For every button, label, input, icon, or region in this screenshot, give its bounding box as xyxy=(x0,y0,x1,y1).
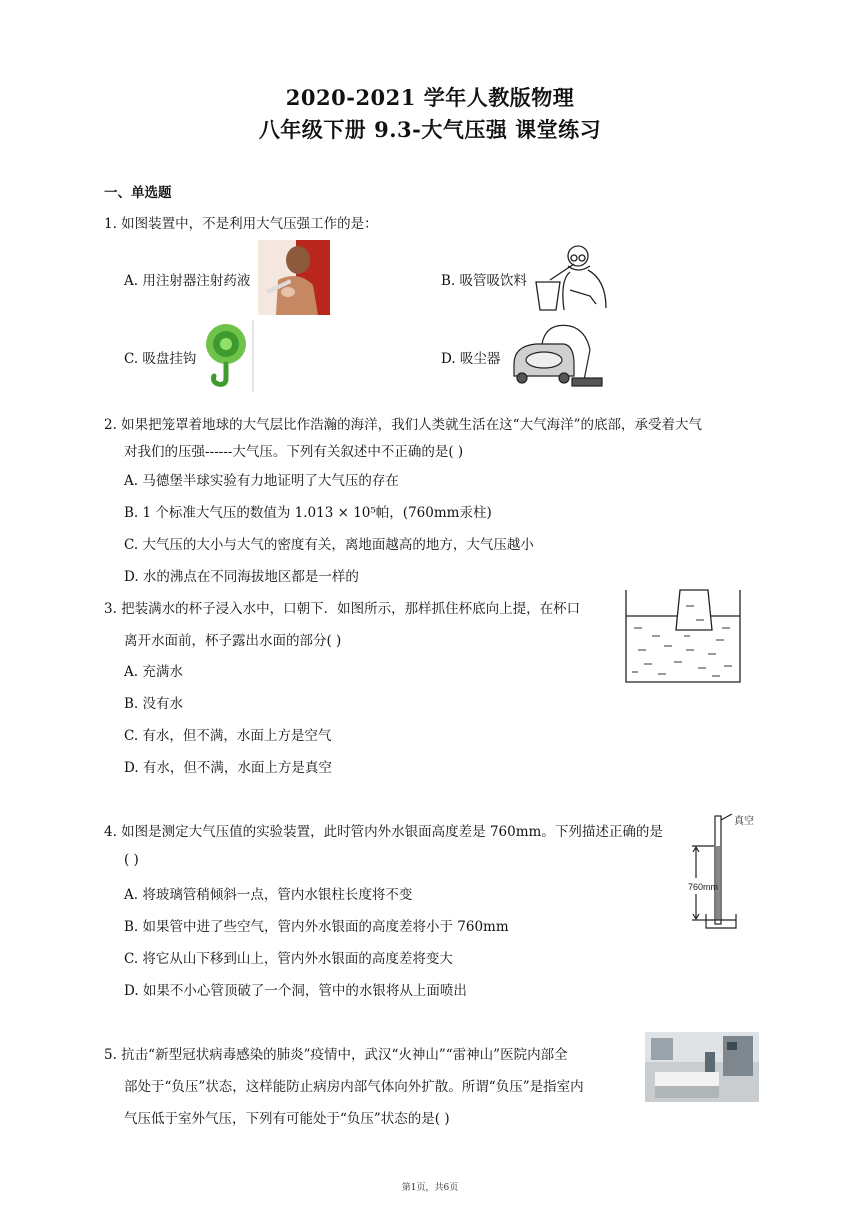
page-title-line1: 2020-2021 学年人教版物理 xyxy=(285,85,575,110)
q2-option-c: C. 大气压的大小与大气的密度有关，离地面越高的地方，大气压越小 xyxy=(124,537,534,553)
q2-option-d: D. 水的沸点在不同海拔地区都是一样的 xyxy=(124,569,359,585)
injection-photo xyxy=(258,240,330,315)
q5-stem-line2: 部处于“负压”状态，这样能防止病房内部气体向外扩散。所谓“负压”是指室内 xyxy=(124,1079,584,1095)
q1-option-c: C. 吸盘挂钩 xyxy=(124,351,197,367)
q3-stem-line2: 离开水面前，杯子露出水面的部分( ) xyxy=(124,633,342,649)
q5-stem-line1: 5. 抗击“新型冠状病毒感染的肺炎”疫情中，武汉“火神山”“雷神山”医院内部全 xyxy=(104,1047,568,1063)
q4-option-b: B. 如果管中进了些空气，管内外水银面的高度差将小于 760mm xyxy=(124,919,509,935)
q2-stem-line2: 对我们的压强------大气压。下列有关叙述中不正确的是( ) xyxy=(124,444,464,460)
q2-stem-line1: 2. 如果把笼罩着地球的大气层比作浩瀚的海洋，我们人类就生活在这“大气海洋”的底部，承受着大气 xyxy=(104,417,702,433)
torricelli-tube-diagram xyxy=(684,810,764,934)
hospital-ward-photo xyxy=(645,1032,759,1102)
straw-drinking-drawing xyxy=(530,240,610,312)
height-label: 760mm xyxy=(688,882,719,892)
q3-option-d: D. 有水，但不满，水面上方是真空 xyxy=(124,760,332,776)
q1-stem: 1. 如图装置中，不是利用大气压强工作的是： xyxy=(104,216,378,232)
page-footer: 第1页，共6页 xyxy=(401,1183,459,1193)
q3-option-b: B. 没有水 xyxy=(124,696,184,712)
suction-hook-photo xyxy=(202,320,254,392)
q4-option-d: D. 如果不小心管顶破了一个洞，管中的水银将从上面喷出 xyxy=(124,983,467,999)
q2-option-b: B. 1 个标准大气压的数值为 1.013 × 10⁵帕，(760mm汞柱) xyxy=(124,505,492,521)
q2-option-a: A. 马德堡半球实验有力地证明了大气压的存在 xyxy=(124,473,399,489)
section-heading: 一、单选题 xyxy=(104,185,172,201)
q4-option-a: A. 将玻璃管稍倾斜一点，管内水银柱长度将不变 xyxy=(124,887,413,903)
page-title-line2: 八年级下册 9.3-大气压强 课堂练习 xyxy=(258,117,602,142)
vacuum-cleaner-drawing xyxy=(506,320,610,392)
q4-stem-line2: ( ) xyxy=(124,852,139,868)
q3-option-a: A. 充满水 xyxy=(124,664,183,680)
q1-option-a: A. 用注射器注射药液 xyxy=(124,273,251,289)
q1-option-d: D. 吸尘器 xyxy=(441,351,501,367)
q5-stem-line3: 气压低于室外气压，下列有可能处于“负压”状态的是( ) xyxy=(124,1111,450,1127)
q4-stem-line1: 4. 如图是测定大气压值的实验装置，此时管内外水银面高度差是 760mm。下列描述正确的是 xyxy=(104,824,663,840)
q4-option-c: C. 将它从山下移到山上，管内外水银面的高度差将变大 xyxy=(124,951,453,967)
q3-option-c: C. 有水，但不满，水面上方是空气 xyxy=(124,728,332,744)
cup-in-water-diagram xyxy=(624,588,742,684)
q3-stem-line1: 3. 把装满水的杯子浸入水中，口朝下．如图所示，那样抓住杯底向上提，在杯口 xyxy=(104,601,581,617)
q1-option-b: B. 吸管吸饮料 xyxy=(441,273,528,289)
vacuum-label: 真空 xyxy=(734,816,754,827)
